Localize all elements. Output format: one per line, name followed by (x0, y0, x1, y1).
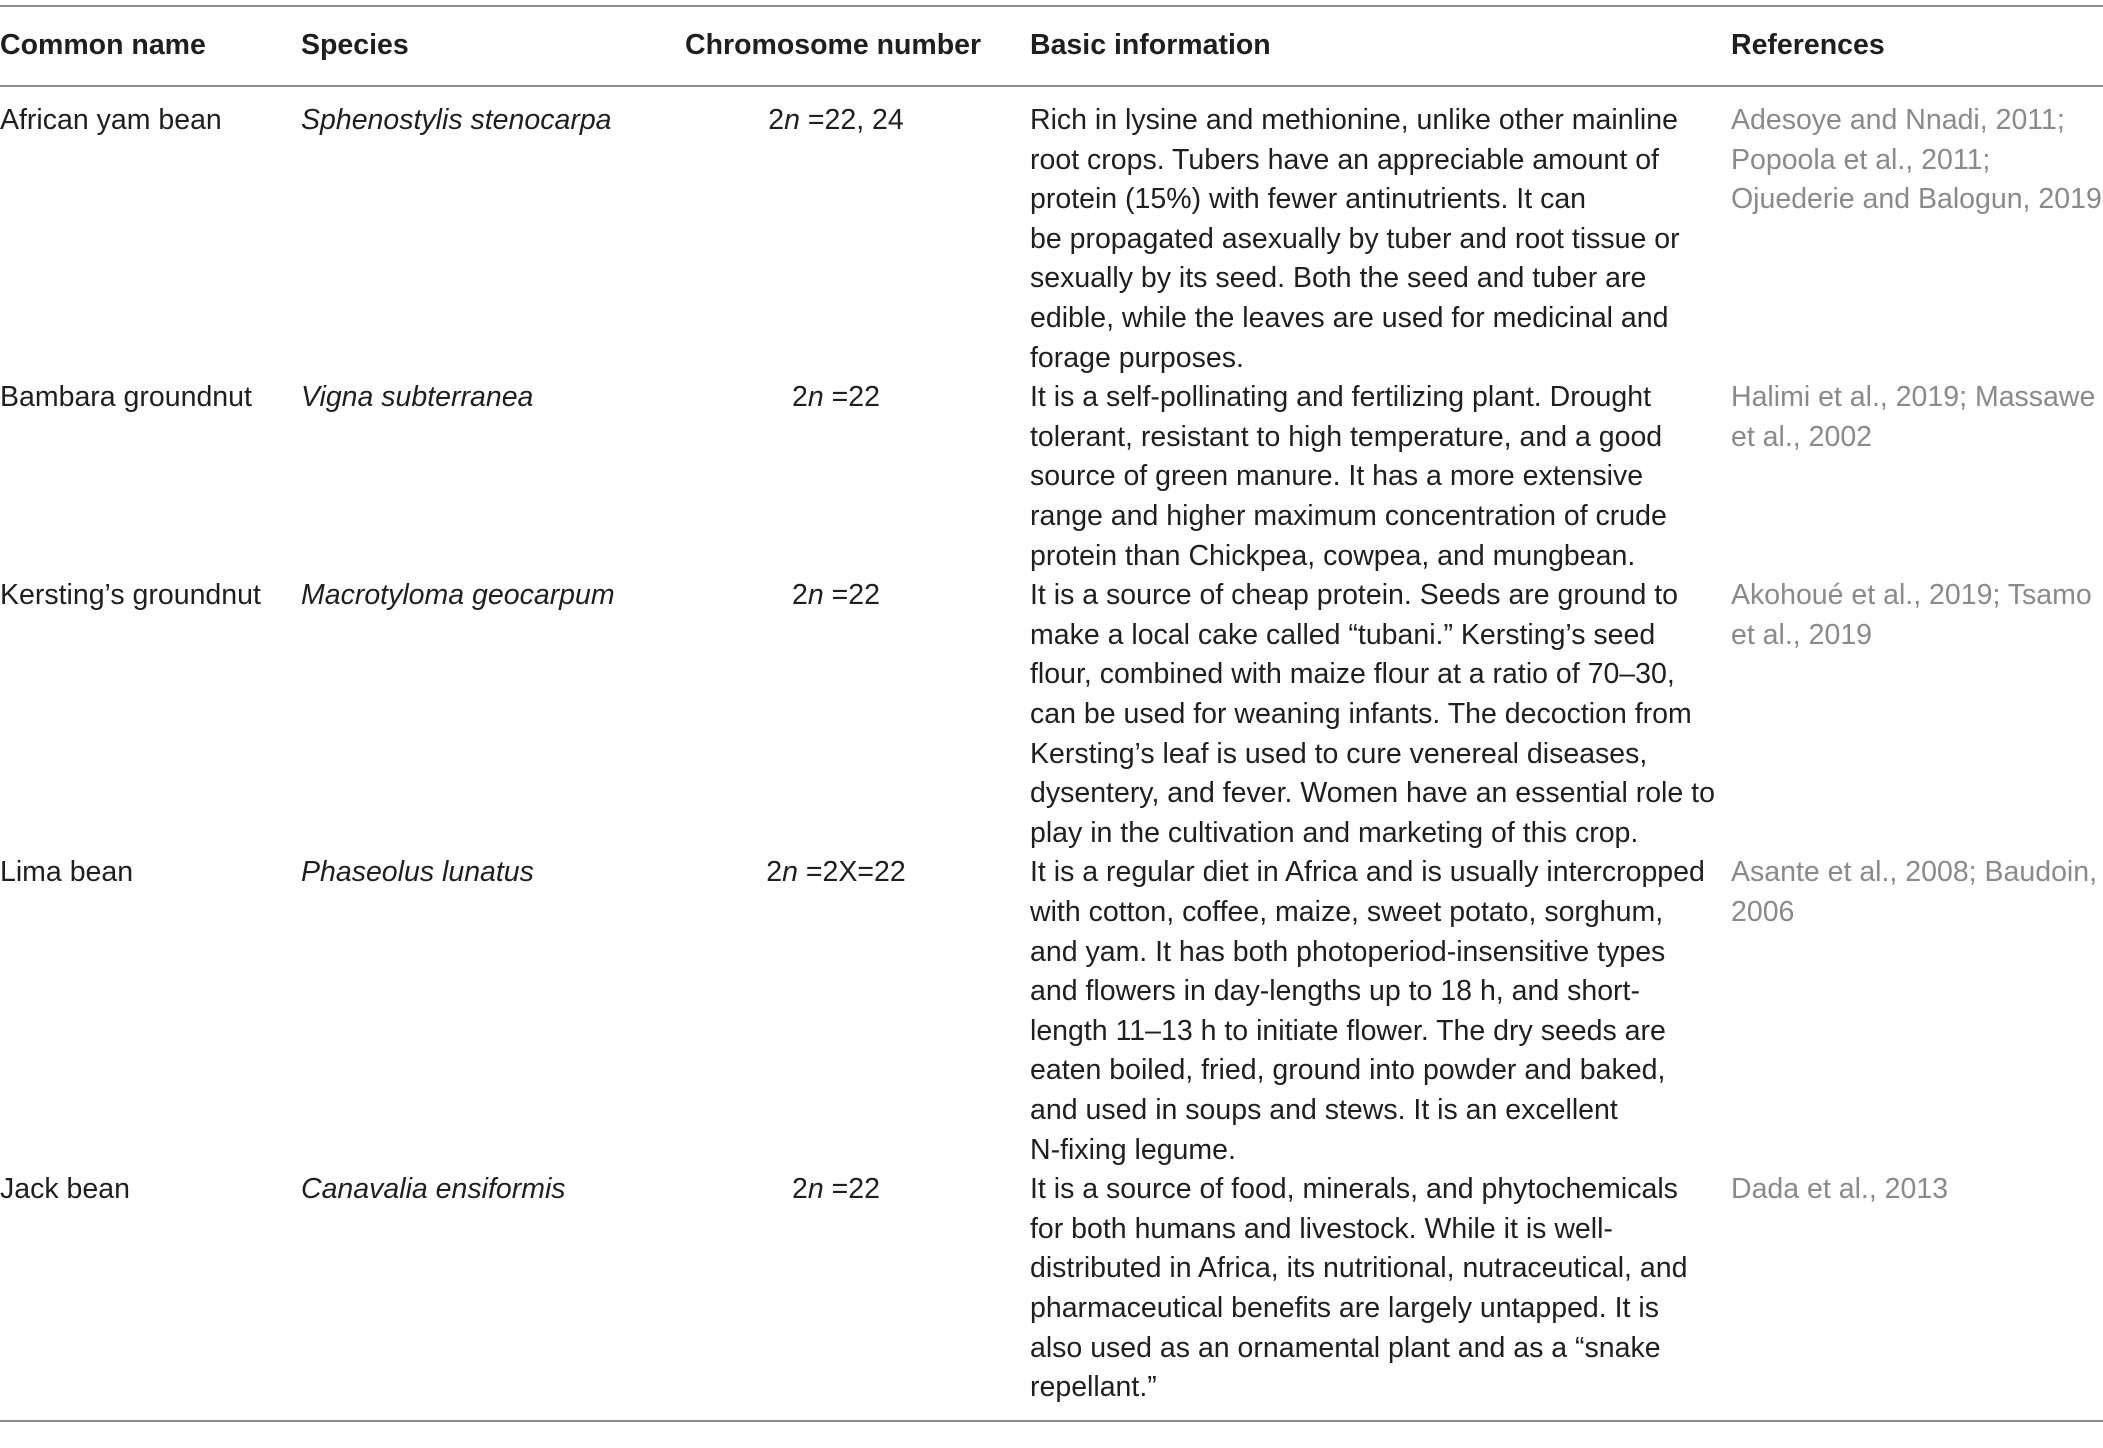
chromosome-value: =22, 24 (799, 104, 904, 136)
chromosome-n: n (784, 104, 800, 136)
references-cell (1731, 1170, 2103, 1210)
reference-link[interactable]: Ojuederie and Balogun, 2019 (1731, 183, 2102, 216)
species-cell: Canavalia ensiformis (301, 1173, 566, 1206)
table-header (0, 7, 2103, 87)
common-name-cell: Lima bean (0, 856, 134, 889)
info-line: also used as an ornamental plant and as a “snake (1030, 1331, 1661, 1364)
info-line: be propagated asexually by tuber and root tissue or (1030, 222, 1680, 255)
chromosome-prefix: 2 (792, 1173, 808, 1206)
reference-link[interactable]: Dada et al., 2013 (1731, 1173, 1949, 1206)
info-line: sexually by its seed. Both the seed and tuber are (1030, 262, 1647, 295)
info-line: pharmaceutical benefits are largely untapped. It is (1030, 1291, 1659, 1324)
references-cell (1731, 576, 2103, 655)
info-line: and flowers in day-lengths up to 18 h, and short- (1030, 975, 1640, 1008)
common-name-cell: African yam bean (0, 104, 222, 136)
reference-link[interactable]: Halimi et al., 2019; Massawe (1731, 381, 2096, 414)
chromosome-value: =22 (823, 1173, 880, 1206)
chromosome-number-cell (685, 378, 987, 418)
info-line: play in the cultivation and marketing of this crop. (1030, 816, 1639, 849)
info-line: It is a source of food, minerals, and phytochemicals (1030, 1173, 1678, 1206)
info-line: It is a source of cheap protein. Seeds are ground to (1030, 579, 1678, 612)
reference-link[interactable]: et al., 2019 (1731, 618, 1873, 651)
reference-link[interactable]: 2006 (1731, 895, 1795, 928)
basic-information-cell (1030, 378, 1710, 576)
basic-information-cell (1030, 853, 1710, 1170)
chromosome-value: =22 (823, 579, 880, 612)
chromosome-value: =22 (823, 381, 880, 414)
info-line: length 11–13 h to initiate flower. The dry seeds are (1030, 1014, 1666, 1047)
info-line: Kersting’s leaf is used to cure venereal diseases, (1030, 737, 1648, 770)
chromosome-prefix: 2 (792, 381, 808, 414)
chromosome-n: n (807, 381, 824, 414)
info-line: with cotton, coffee, maize, sweet potato, sorghum, (1030, 895, 1664, 928)
chromosome-value: =2X=22 (797, 856, 906, 889)
info-line: distributed in Africa, its nutritional, nutraceutical, and (1030, 1252, 1688, 1285)
species-cell: Phaseolus lunatus (301, 856, 534, 889)
chromosome-n: n (807, 579, 824, 612)
info-line: repellant.” (1030, 1371, 1157, 1404)
chromosome-number-cell (685, 1170, 987, 1210)
info-line: forage purposes. (1030, 341, 1244, 374)
table-row (0, 1170, 2103, 1408)
chromosome-number-cell (685, 101, 987, 141)
info-line: can be used for weaning infants. The decoction from (1030, 697, 1692, 730)
table-row (0, 576, 2103, 853)
info-line: for both humans and livestock. While it is well- (1030, 1212, 1613, 1245)
reference-link[interactable]: Asante et al., 2008; Baudoin, (1731, 856, 2098, 889)
info-line: dysentery, and fever. Women have an essential role to (1030, 777, 1715, 810)
info-line: eaten boiled, fried, ground into powder and baked, (1030, 1054, 1666, 1087)
info-line: source of green manure. It has a more extensive (1030, 460, 1644, 493)
info-line: range and higher maximum concentration of crude (1030, 499, 1667, 532)
chromosome-prefix: 2 (792, 579, 808, 612)
chromosome-n: n (782, 856, 798, 889)
chromosome-prefix: 2 (766, 856, 783, 889)
basic-information-cell (1030, 576, 1715, 853)
header-basic-information: Basic information (1030, 29, 1271, 61)
chromosome-number-cell (685, 576, 987, 616)
header-species: Species (301, 29, 409, 61)
info-line: make a local cake called “tubani.” Kersting’s seed (1030, 618, 1656, 651)
reference-link[interactable]: Adesoye and Nnadi, 2011; (1731, 104, 2065, 136)
info-line: It is a regular diet in Africa and is usually intercropped (1030, 856, 1705, 889)
chromosome-n: n (807, 1173, 824, 1206)
info-line: and yam. It has both photoperiod-insensitive types (1030, 935, 1666, 968)
common-name-cell: Jack bean (0, 1173, 130, 1206)
basic-information-cell (1030, 101, 1710, 378)
references-cell (1731, 378, 2103, 457)
table-row (0, 378, 2103, 576)
common-name-cell: Bambara groundnut (0, 381, 252, 414)
references-cell (1731, 101, 2103, 220)
table-row (0, 101, 2103, 378)
info-line: protein than Chickpea, cowpea, and mungbean. (1030, 539, 1636, 572)
header-common-name: Common name (0, 29, 206, 61)
references-cell (1731, 853, 2103, 932)
reference-link[interactable]: Akohoué et al., 2019; Tsamo (1731, 579, 2092, 612)
species-cell: Vigna subterranea (301, 381, 534, 414)
info-line: It is a self-pollinating and fertilizing plant. Drought (1030, 381, 1652, 414)
info-line: and used in soups and stews. It is an excellent (1030, 1093, 1618, 1126)
reference-link[interactable]: et al., 2002 (1731, 420, 1873, 453)
species-cell: Sphenostylis stenocarpa (301, 104, 612, 136)
info-line: root crops. Tubers have an appreciable amount of (1030, 143, 1659, 176)
species-table (0, 5, 2103, 1422)
info-line: protein (15%) with fewer antinutrients. It can (1030, 183, 1587, 216)
info-line: tolerant, resistant to high temperature, and a good (1030, 420, 1663, 453)
species-cell: Macrotyloma geocarpum (301, 579, 615, 612)
common-name-cell: Kersting’s groundnut (0, 579, 261, 612)
info-line: Rich in lysine and methionine, unlike other mainline (1030, 104, 1678, 136)
table-row (0, 853, 2103, 1170)
header-references: References (1731, 29, 1885, 61)
info-line: N-fixing legume. (1030, 1133, 1236, 1166)
basic-information-cell (1030, 1170, 1710, 1408)
info-line: flour, combined with maize flour at a ratio of 70–30, (1030, 658, 1675, 691)
table-body (0, 87, 2103, 1420)
chromosome-prefix: 2 (768, 104, 785, 136)
reference-link[interactable]: Popoola et al., 2011; (1731, 143, 1991, 176)
info-line: edible, while the leaves are used for medicinal and (1030, 301, 1669, 334)
header-chromosome-number: Chromosome number (685, 29, 982, 61)
chromosome-number-cell (685, 853, 987, 893)
